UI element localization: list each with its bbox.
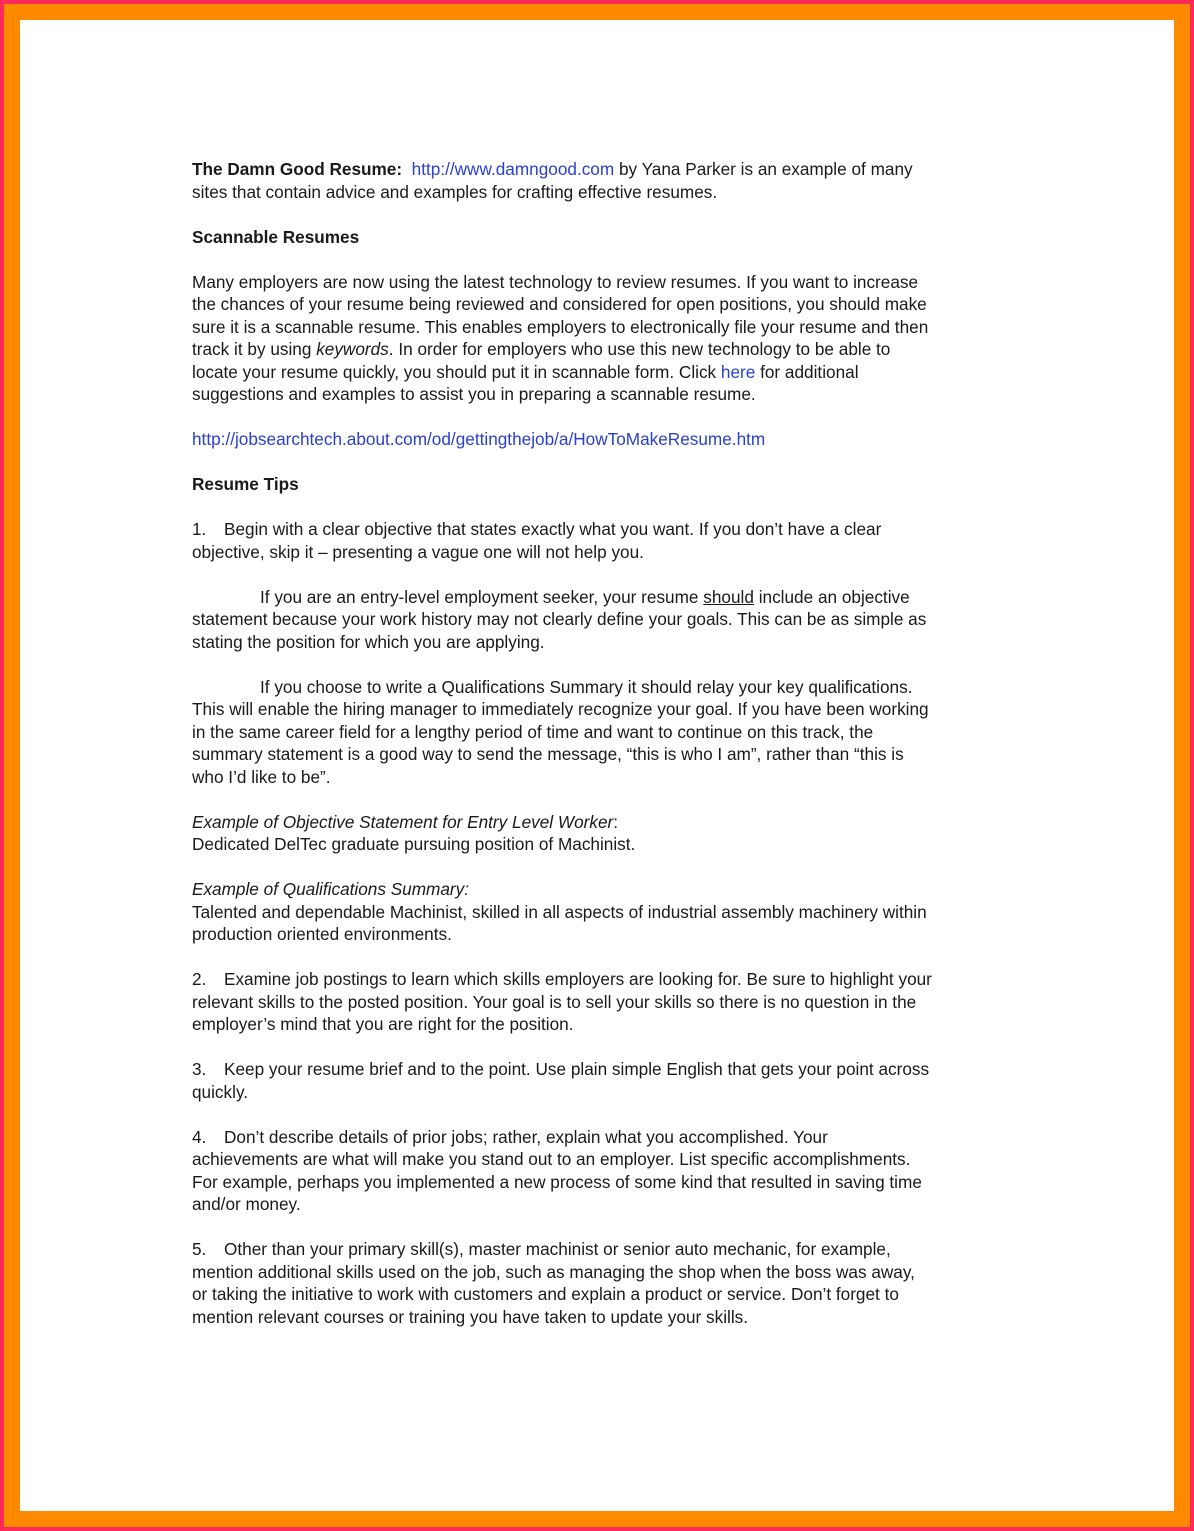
keywords-emphasis: keywords <box>316 339 389 359</box>
tip-1-line <box>192 518 1012 541</box>
text-span: for additional <box>755 361 859 382</box>
text-span: Begin with a clear objective that states exactly what you want. If you don’t have a clear <box>224 519 882 539</box>
intro-line-2: sites that contain advice and examples for crafting effective resumes. <box>192 181 718 202</box>
tip-5-line: mention additional skills used on the job, such as managing the shop when the boss was away, <box>192 1261 915 1282</box>
tip-1-para: This will enable the hiring manager to immediately recognize your goal. If you have been working <box>192 699 929 719</box>
tip-2-line <box>192 968 1012 991</box>
example-objective-text: Dedicated DelTec graduate pursuing position of Machinist. <box>192 834 636 854</box>
section-heading-scannable: Scannable Resumes <box>192 226 360 247</box>
text-span: Example of Objective Statement for Entry Level Worker <box>192 811 614 832</box>
text-span: If you choose to write a Qualifications Summary it should relay your key qualifications. <box>260 676 913 697</box>
section-heading-tips: Resume Tips <box>192 474 299 494</box>
scannable-line <box>192 361 1012 384</box>
tip-4-line: and/or money. <box>192 1194 301 1214</box>
scannable-line: suggestions and examples to assist you in preparing a scannable resume. <box>192 384 756 404</box>
tip-4-line <box>192 1126 1012 1149</box>
tip-1-para <box>192 586 1012 609</box>
tip-1-para: summary statement is a good way to send the message, “this is who I am”, rather than “this is <box>192 744 904 764</box>
tip-3-line: quickly. <box>192 1081 249 1102</box>
tip-number: 5. <box>192 1239 207 1259</box>
tip-1-para: stating the position for which you are applying. <box>192 631 545 652</box>
document-body <box>192 158 1012 1328</box>
tip-1-para <box>192 676 1012 699</box>
scannable-line <box>192 338 1012 361</box>
example-summary-label: Example of Qualifications Summary: <box>192 879 470 899</box>
text-span: Keep your resume brief and to the point. Use plain simple English that gets your point across <box>224 1059 930 1079</box>
text-span: Other than your primary skill(s), master machinist or senior auto mechanic, for example, <box>224 1239 891 1259</box>
text-span: : <box>613 811 619 832</box>
tip-1-para: statement because your work history may not clearly define your goals. This can be as simple as <box>192 609 927 629</box>
tip-5-line: or taking the initiative to work with customers and explain a product or service. Don’t forget to <box>192 1284 899 1304</box>
tip-1-line: objective, skip it – presenting a vague one will not help you. <box>192 541 644 562</box>
example-summary-text: Talented and dependable Machinist, skilled in all aspects of industrial assembly machinery within <box>192 901 927 922</box>
example-summary-text: production oriented environments. <box>192 924 452 944</box>
tip-number: 1. <box>192 519 207 539</box>
text-span: Examine job postings to learn which skills employers are looking for. Be sure to highlight your <box>224 969 932 989</box>
example-objective-label <box>192 811 1012 834</box>
tip-4-line: For example, perhaps you implemented a new process of some kind that resulted in saving time <box>192 1171 922 1192</box>
tip-2-line: relevant skills to the posted position. Your goal is to sell your skills so there is no question in the <box>192 991 917 1012</box>
text-span: include an objective <box>753 586 910 607</box>
tip-2-line: employer’s mind that you are right for the position. <box>192 1014 574 1034</box>
should-underline: should <box>703 586 754 607</box>
tip-number: 2. <box>192 969 207 989</box>
tip-5-line: mention relevant courses or training you have taken to update your skills. <box>192 1306 749 1327</box>
intro-title: The Damn Good Resume: <box>192 159 403 179</box>
jobsearchtech-link[interactable]: http://jobsearchtech.about.com/od/gettingthejob/a/HowToMakeResume.htm <box>192 429 766 449</box>
damngood-link[interactable]: http://www.damngood.com <box>411 159 615 179</box>
scannable-line: Many employers are now using the latest technology to review resumes. If you want to increase <box>192 271 919 292</box>
scannable-line: the chances of your resume being reviewed and considered for open positions, you should make <box>192 294 927 314</box>
tip-5-line <box>192 1238 1012 1261</box>
intro-line-1 <box>192 158 1012 181</box>
text-span: Don’t describe details of prior jobs; rather, explain what you accomplished. Your <box>224 1126 828 1147</box>
tip-number: 4. <box>192 1126 207 1147</box>
text-span: If you are an entry-level employment seeker, your resume <box>260 586 704 607</box>
text-span: . In order for employers who use this new technology to be able to <box>388 339 891 359</box>
tip-1-para: in the same career field for a lengthy period of time and want to continue on this track, the <box>192 721 874 742</box>
text-span: locate your resume quickly, you should put it in scannable form. Click <box>192 361 721 382</box>
scannable-line: sure it is a scannable resume. This enables employers to electronically file your resume and then <box>192 316 929 337</box>
tip-1-para: who I’d like to be”. <box>192 766 331 787</box>
tip-number: 3. <box>192 1059 207 1079</box>
text-span: track it by using <box>192 339 317 359</box>
here-link[interactable]: here <box>720 361 756 382</box>
tip-3-line <box>192 1058 1012 1081</box>
tip-4-line: achievements are what will make you stand out to an employer. List specific accomplishments. <box>192 1149 911 1169</box>
intro-text: by Yana Parker is an example of many <box>614 159 913 179</box>
